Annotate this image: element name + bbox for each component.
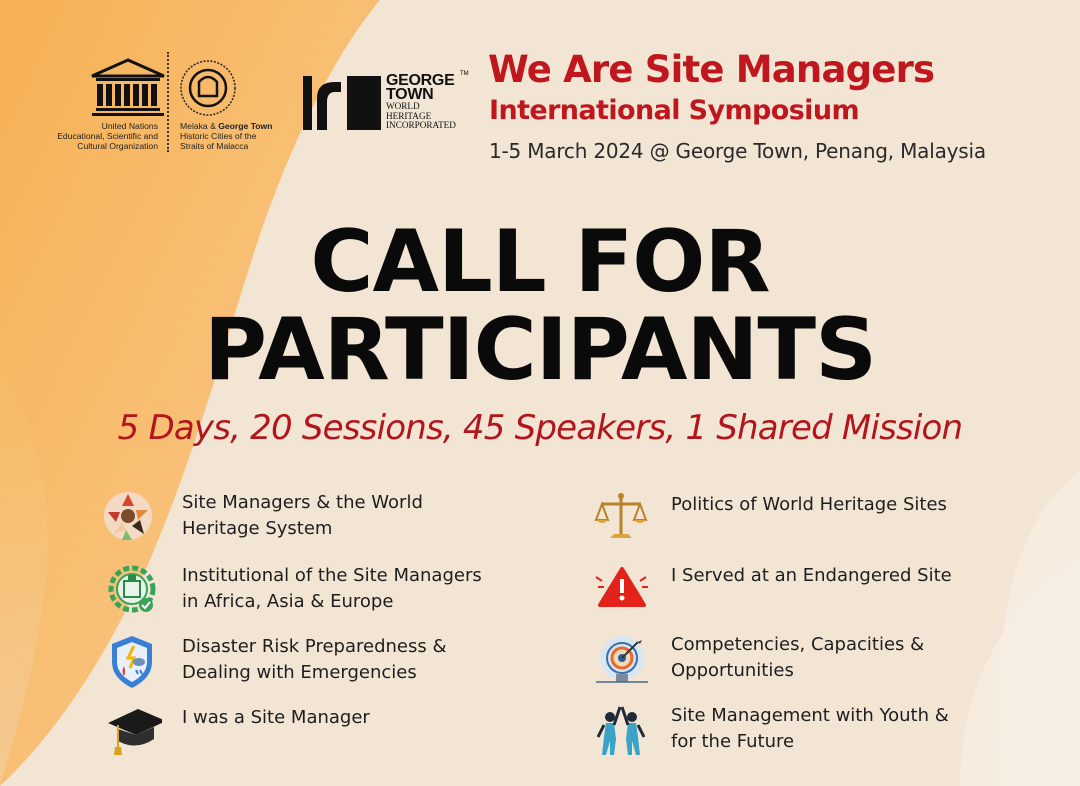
session-item [592, 561, 1012, 615]
trademark-mark: TM [460, 71, 469, 77]
session-title-line2: in Africa, Asia & Europe [182, 591, 394, 612]
event-date-place: 1-5 March 2024 @ George Town, Penang, Malaysia [489, 139, 986, 163]
graduation-cap-icon [104, 703, 162, 761]
event-title: We Are Site Managers [488, 48, 935, 91]
disaster-shield-icon [104, 632, 162, 690]
session-title-line1: Politics of World Heritage Sites [671, 494, 947, 515]
session-title-line1: I Served at an Endangered Site [671, 565, 952, 586]
unesco-caption: United Nations Educational, Scientific and Cultural Organization [57, 121, 158, 151]
session-title-line1: Competencies, Capacities & [671, 634, 925, 655]
logo-divider [167, 52, 171, 152]
session-item [104, 490, 504, 544]
session-title-line1: Site Management with Youth & [671, 705, 949, 726]
session-title-line2: Heritage System [182, 518, 333, 539]
world-heritage-seal-icon [178, 58, 238, 118]
headline-line1: CALL FOR [310, 212, 770, 312]
session-item [104, 703, 504, 757]
session-title-line1: Institutional of the Site Managers [182, 565, 482, 586]
scales-icon [592, 490, 650, 548]
event-subtitle: International Symposium [489, 95, 859, 126]
gtwhi-logo-text: GEORGE TOWN WORLD HERITAGE INCORPORATED [386, 72, 456, 130]
warning-icon [592, 561, 650, 619]
session-title-line1: Site Managers & the World [182, 492, 423, 513]
session-item [592, 490, 1012, 544]
headline-line2: PARTICIPANTS [203, 300, 877, 400]
hands-circle-icon [104, 490, 162, 548]
unesco-logo [88, 58, 168, 118]
gtwhi-logo-mark [301, 74, 381, 132]
tagline: 5 Days, 20 Sessions, 45 Speakers, 1 Shared Mission [117, 408, 963, 448]
session-title-line2: for the Future [671, 731, 795, 752]
session-item [592, 632, 1012, 686]
session-item [104, 561, 504, 615]
gear-building-icon [104, 561, 162, 619]
session-title-line1: I was a Site Manager [182, 707, 370, 728]
session-item [592, 703, 1012, 757]
session-title-line2: Dealing with Emergencies [182, 662, 417, 683]
session-item [104, 632, 504, 686]
session-title-line1: Disaster Risk Preparedness & [182, 636, 447, 657]
site-caption: Melaka & George Town Historic Cities of the Straits of Malacca [180, 121, 273, 151]
target-bulb-icon [592, 632, 650, 690]
session-title-line2: Opportunities [671, 660, 794, 681]
high-five-icon [592, 703, 650, 761]
